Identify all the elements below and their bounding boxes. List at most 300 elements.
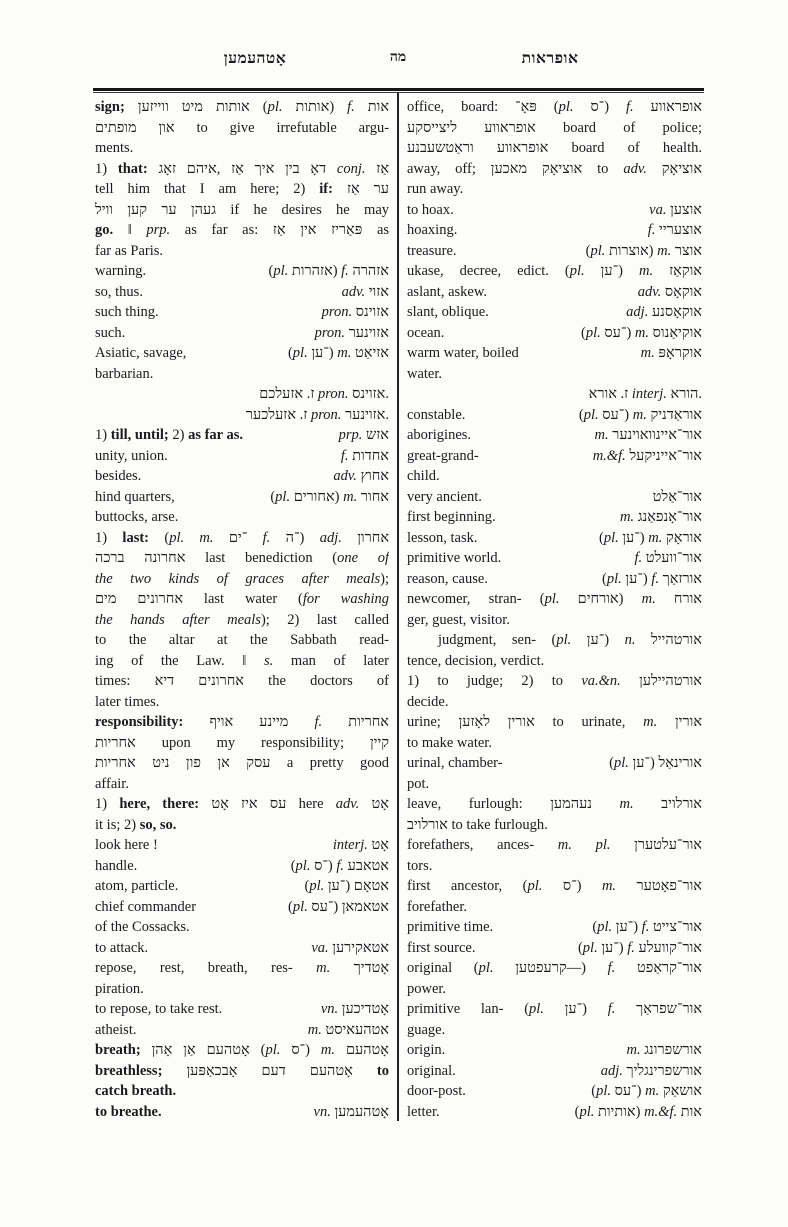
entry-text: ( (577, 939, 583, 956)
dict-line (95, 938, 389, 959)
grammar-tag: pron. (314, 324, 346, 341)
entry-text: זאָג‎ איהם,‎ אַז‎ איך‎ בין‎ דאָ (158, 160, 337, 177)
entry-text: ־ען) (571, 632, 625, 648)
entry-text: אחריות (322, 714, 389, 730)
entry-text: הורא. (666, 386, 702, 402)
gloss-text (407, 548, 501, 569)
grammar-tag: f. (341, 263, 349, 279)
entry-text: catch breath. (95, 1083, 177, 1099)
entry-text: very ancient. (407, 488, 482, 505)
entry-text: אחור (357, 488, 389, 505)
gloss-text (407, 282, 487, 303)
dict-line (95, 138, 389, 159)
entry-text: responsibility: (95, 714, 210, 730)
grammar-tag: f. (347, 99, 355, 115)
grammar-tag: pl. (275, 488, 291, 505)
entry-text: first beginning. (407, 509, 496, 525)
grammar-tag: adv. (637, 283, 662, 300)
grammar-tag: adv. (341, 283, 366, 300)
entry-text: מים‎ אחרונים (95, 591, 204, 607)
entry-text: אור־אַלט (652, 488, 702, 505)
dict-line (407, 589, 702, 610)
grammar-tag: pl. (556, 632, 572, 648)
dict-line (95, 97, 389, 118)
entry-text: treasure. (407, 242, 457, 259)
headword-text (634, 548, 702, 569)
grammar-tag: m. (626, 1042, 641, 1058)
grammar-tag: pl. (295, 857, 311, 874)
entry-text: original (407, 960, 474, 976)
entry-text: reason, cause. (407, 570, 488, 587)
gloss-text (95, 999, 222, 1020)
page-number: מה (389, 50, 407, 65)
gloss-text (407, 425, 471, 446)
entry-text: affair. (95, 775, 129, 792)
dict-line (407, 343, 702, 364)
dict-line (407, 466, 702, 487)
grammar-tag: pl. (292, 345, 308, 361)
grammar-tag: pl. (590, 242, 606, 259)
headword-text (620, 507, 702, 528)
entry-text: primitive world. (407, 550, 502, 566)
entry-text: to make water. (407, 734, 492, 751)
grammar-tag: f. (634, 550, 643, 566)
entry-text: אטאָם (353, 878, 389, 894)
entry-text: ( (522, 878, 528, 894)
headword-text (333, 466, 389, 487)
entry-text: אור־פאָטער (616, 878, 702, 894)
dict-line (95, 159, 389, 180)
grammar-tag: m. (632, 406, 647, 423)
grammar-tag: pl. m. (169, 529, 214, 546)
grammar-tag: va.&n. (581, 673, 621, 689)
entry-text: ־ען) (307, 345, 338, 361)
grammar-tag: m. (307, 1021, 322, 1038)
dict-line (407, 97, 702, 118)
dict-line (95, 569, 389, 590)
dict-line (95, 364, 389, 385)
headword-text (602, 569, 702, 590)
entry-text: ־ה) (270, 529, 320, 546)
grammar-tag: pl. (582, 939, 598, 956)
gloss-text (407, 528, 477, 549)
gloss-text (407, 1040, 445, 1061)
grammar-tag: pl. (583, 406, 599, 423)
dict-line (407, 118, 702, 139)
headword-text (291, 856, 389, 877)
dict-line (407, 446, 702, 467)
gloss-text (407, 241, 457, 262)
entry-text: urinal, chamber- (407, 755, 503, 771)
gloss-text (407, 405, 465, 426)
entry-text: primitive time. (407, 919, 494, 935)
grammar-tag: adj. (319, 529, 342, 546)
entry-text: אַז‎ ער (346, 181, 389, 197)
entry-text: if he desires he may (230, 201, 389, 218)
dict-line (95, 815, 389, 836)
dict-line (95, 1020, 389, 1041)
entry-text: times: (95, 673, 155, 689)
entry-text: ( (591, 1083, 597, 1099)
grammar-tag: pl. (614, 755, 629, 771)
headword-text (641, 343, 702, 364)
entry-text: atom, particle. (95, 878, 179, 894)
grammar-tag: m. (320, 1042, 335, 1058)
dict-line (95, 118, 389, 139)
grammar-tag: pl. (596, 1083, 612, 1099)
dict-line (95, 876, 389, 897)
dict-line (95, 979, 389, 1000)
entry-text: last water ( (203, 591, 303, 607)
entry-text: ( (578, 406, 584, 423)
gloss-text (95, 876, 178, 897)
headword-text (333, 835, 389, 856)
entry-text: אוצר (671, 242, 702, 259)
gloss-text (407, 938, 475, 959)
grammar-tag: pl. (544, 591, 560, 607)
entry-text: water. (407, 365, 443, 382)
entry-text: אורשפרינגליך (622, 1062, 702, 1079)
entry-text: it is; 2) (95, 816, 140, 833)
entry-text: אָטהעמען (330, 1103, 389, 1120)
dict-line (95, 282, 389, 303)
dict-line (95, 692, 389, 713)
entry-text: אָט (367, 837, 389, 853)
entry-text: אזוינס. (348, 386, 389, 402)
grammar-tag: for washing (302, 591, 389, 607)
gloss-text (95, 897, 196, 918)
entry-text: hind quarters, (95, 488, 175, 505)
headword-text (315, 323, 389, 344)
headword-text (579, 405, 702, 426)
headword-text (653, 487, 702, 508)
entry-text: such thing. (95, 304, 159, 320)
entry-text: ( (602, 570, 607, 587)
entry-text: ליצייסקע‎ אופראווע (407, 119, 563, 136)
entry-text: אוקאָס (661, 283, 702, 300)
grammar-tag: m. (601, 878, 617, 894)
entry-text: to (597, 160, 624, 177)
entry-text: אורא‎ ז.‏ (588, 386, 632, 402)
dict-line (407, 487, 702, 508)
entry-text: ברכה‎ אחרונה (95, 550, 206, 566)
entry-text: child. (407, 468, 440, 484)
entry-text: sign; (95, 99, 138, 115)
headword-text (304, 876, 389, 897)
grammar-tag: pl. (527, 878, 543, 894)
headword-text (270, 487, 389, 508)
entry-text: אָטהעם (335, 1042, 389, 1058)
entry-text: ocean. (407, 324, 445, 341)
grammar-tag: f. (314, 714, 323, 730)
dict-line (95, 712, 389, 733)
entry-text: אורינאַל (658, 755, 702, 771)
entry-text: אות (677, 1103, 702, 1120)
dict-line (407, 548, 702, 569)
grammar-tag: pron. (310, 406, 342, 423)
entry-text: till, until; (110, 427, 169, 443)
entry-text: נעהמען (550, 796, 620, 812)
grammar-tag: pl. (585, 324, 601, 341)
entry-text: 1) to judge; 2) to (407, 673, 582, 689)
dict-line (407, 958, 702, 979)
entry-text: וראַטשעבנע‎ אופראווע (407, 140, 572, 156)
entry-text: אורחים) (559, 591, 642, 607)
entry-text: ( (592, 919, 598, 935)
entry-text: ‖ (113, 222, 147, 238)
entry-text: אטהעאיסט (321, 1021, 389, 1038)
dict-line (407, 1081, 702, 1102)
entry-text: אחדות (348, 447, 389, 464)
gloss-text (95, 466, 141, 487)
entry-text: last: (122, 529, 150, 546)
entry-text: אותיות) (594, 1103, 645, 1120)
entry-text: אטאבע (344, 857, 389, 874)
entry-text: ( (574, 1103, 580, 1120)
grammar-tag: prp. (146, 222, 171, 238)
entry-text: אור־קראַפט (615, 960, 702, 976)
entry-text: אופראווע (633, 99, 702, 115)
entry-text: אורזאַך (658, 570, 702, 587)
entry-text: אחוץ (356, 468, 389, 484)
dict-line (95, 548, 389, 569)
entry-text: so, thus. (95, 283, 143, 300)
dict-line (407, 630, 702, 651)
headword-text (575, 1102, 702, 1123)
dict-line (407, 876, 702, 897)
dict-line (95, 774, 389, 795)
grammar-tag: pl. (558, 99, 574, 115)
entry-text: אזוינער (345, 324, 389, 341)
entry-text: אטאקירען (328, 939, 389, 956)
grammar-tag: m. (648, 529, 663, 546)
grammar-tag: conj. (336, 160, 366, 177)
entry-text: אָהן‎ אַן‎ אָטהעם (151, 1042, 261, 1058)
headword-text (592, 917, 702, 938)
entry-text: breath; (95, 1042, 152, 1058)
grammar-tag: interj. (332, 837, 368, 853)
grammar-tag: m. (640, 345, 655, 361)
entry-text: breathless; (95, 1062, 187, 1079)
dict-line (407, 384, 702, 405)
entry-text: aslant, askew. (407, 283, 487, 300)
gloss-text (407, 343, 519, 364)
dict-line (95, 343, 389, 364)
dict-line (95, 610, 389, 631)
entry-text: ־ען) (618, 529, 649, 546)
grammar-tag: m. (657, 242, 672, 259)
entry-text: אוצרות) (605, 242, 658, 259)
dict-line (95, 1061, 389, 1082)
gloss-text (95, 1102, 162, 1123)
entry-text: as far as: (170, 222, 273, 238)
entry-text: pot. (407, 775, 430, 792)
entry-text: look here ! (95, 837, 158, 853)
entry-text: אורטהיילען (620, 673, 702, 689)
entry-text: ( (290, 857, 296, 874)
entry-text: to urinate, (552, 714, 644, 730)
dict-line (95, 1102, 389, 1123)
entry-text: ־ען) (621, 570, 652, 587)
left-column (95, 97, 389, 1127)
entry-text: ( (585, 242, 591, 259)
entry-text: 1) (95, 427, 111, 443)
entry-text: besides. (95, 468, 142, 484)
headword-text (322, 302, 389, 323)
dict-line (407, 1020, 702, 1041)
entry-text: slant, oblique. (407, 304, 489, 320)
entry-text: ger, guest, visitor. (407, 611, 510, 628)
grammar-tag: pl. (273, 263, 289, 279)
entry-text: judgment, sen- (407, 632, 552, 648)
grammar-tag: adj. (600, 1062, 623, 1079)
entry-text: אזוי (365, 283, 389, 300)
dict-line (407, 323, 702, 344)
grammar-tag: m. (619, 796, 634, 812)
left-catchword: אָטהעמען (223, 50, 287, 67)
grammar-tag: s. (264, 652, 274, 669)
entry-text: אזעלכם‎ ז.‏ (259, 386, 319, 402)
entry-text: chief commander (95, 898, 197, 915)
entry-text: ־ען) (324, 878, 354, 894)
grammar-tag: f. (641, 919, 650, 935)
gloss-text (407, 323, 444, 344)
entry-text: as far as. (188, 427, 243, 443)
dict-line (95, 1081, 389, 1102)
grammar-tag: m. (619, 509, 635, 525)
dict-line (95, 999, 389, 1020)
entry-text: ( (551, 632, 557, 648)
entry-text: ( (270, 488, 276, 505)
dict-line (407, 261, 702, 282)
grammar-tag: pl. (603, 529, 619, 546)
dict-line (407, 179, 702, 200)
entry-text: ־ס) (310, 857, 337, 874)
dict-line (407, 569, 702, 590)
entry-text: פּאָ־ (515, 99, 554, 115)
dict-line (95, 671, 389, 692)
dict-line (407, 282, 702, 303)
headword-text (626, 302, 702, 323)
entry-text: אוקאָסנע (648, 304, 702, 320)
dict-line (407, 938, 702, 959)
entry-text: אוקאַז (653, 263, 702, 279)
grammar-tag: adv. (333, 468, 357, 484)
entry-text: to attack. (95, 939, 149, 956)
entry-text: repose, rest, breath, res- (95, 960, 317, 976)
grammar-tag: m. (594, 427, 609, 443)
entry-text: here (298, 796, 336, 812)
grammar-tag: adv. (335, 796, 360, 812)
entry-text: ( (304, 878, 310, 894)
dict-line (95, 856, 389, 877)
grammar-tag: vn. (320, 1001, 339, 1017)
dict-line (95, 917, 389, 938)
entry-text: אושאַק (659, 1083, 702, 1099)
entry-text: אורח (655, 591, 702, 607)
headword-text (342, 282, 389, 303)
dict-line (95, 1040, 389, 1061)
headword-text (649, 200, 702, 221)
gloss-text (407, 1102, 440, 1123)
headword-text (586, 241, 702, 262)
dict-line (407, 815, 702, 836)
entry-text: ( (539, 591, 545, 607)
entry-text: ־עס) (598, 406, 633, 423)
gloss-text (407, 917, 493, 938)
entry-text: power. (407, 980, 447, 997)
gloss-text (407, 220, 457, 241)
entry-text: to breathe. (95, 1103, 162, 1120)
grammar-tag: m. (343, 488, 358, 505)
entry-text: to repose, to take rest. (95, 1001, 223, 1017)
entry-text: tell him that I am here; 2) (95, 181, 320, 197)
dict-line (407, 364, 702, 385)
grammar-tag: m.&f. (592, 447, 626, 464)
entry-text: דיא‎ אחרונים (154, 673, 269, 689)
dict-line (407, 1061, 702, 1082)
headword-text (599, 528, 702, 549)
grammar-tag: m. (641, 591, 656, 607)
entry-text: אזהרה (348, 263, 389, 279)
entry-text: אור־קוועלע (634, 939, 702, 956)
gloss-text (95, 1020, 136, 1041)
entry-text: leave, furlough: (407, 796, 551, 812)
grammar-tag: m.&f. (644, 1103, 678, 1120)
grammar-tag: pl. (606, 570, 622, 587)
dict-line (95, 384, 389, 405)
dict-line (407, 897, 702, 918)
dict-line (407, 302, 702, 323)
entry-text: ments. (95, 140, 134, 156)
headword-text (314, 1102, 389, 1123)
running-header (0, 50, 788, 76)
entry-text: to (376, 1062, 389, 1079)
entry-text: אותות) (282, 99, 348, 115)
grammar-tag: m. pl. (557, 837, 611, 853)
dict-line (95, 487, 389, 508)
entry-text: so, so. (139, 816, 177, 833)
entry-text: אור־אָנפאַנג (634, 509, 702, 525)
entry-text: אַז (365, 160, 389, 177)
entry-text: ־עס) (307, 898, 342, 915)
entry-text: ( (609, 755, 614, 771)
entry-text: office, board: (407, 99, 516, 115)
entry-text: אזעלכער‎ ז.‏ (245, 406, 311, 423)
headword-text (627, 1040, 702, 1061)
entry-text: ); 2) last called (260, 611, 389, 628)
entry-text: man of later (273, 652, 389, 669)
dict-line (407, 692, 702, 713)
dict-line (407, 856, 702, 877)
entry-text: far as Paris. (95, 242, 164, 259)
dict-line (95, 179, 389, 200)
entry-text: that: (117, 160, 159, 177)
entry-text: לאָזען‎ אורין (458, 714, 553, 730)
gloss-text (407, 487, 482, 508)
right-catchword: אופראות (521, 50, 579, 67)
entry-text: guage. (407, 1021, 446, 1038)
entry-text: the doctors of (268, 673, 389, 689)
grammar-tag: f. (336, 857, 345, 874)
entry-text: קיין (369, 734, 389, 751)
grammar-tag: f. (647, 222, 656, 238)
entry-text: constable. (407, 406, 466, 423)
entry-text: of the Cossacks. (95, 919, 190, 935)
entry-text: אָט‎ איז‎ עס (211, 796, 299, 812)
dict-line (407, 138, 702, 159)
gloss-text (95, 302, 159, 323)
